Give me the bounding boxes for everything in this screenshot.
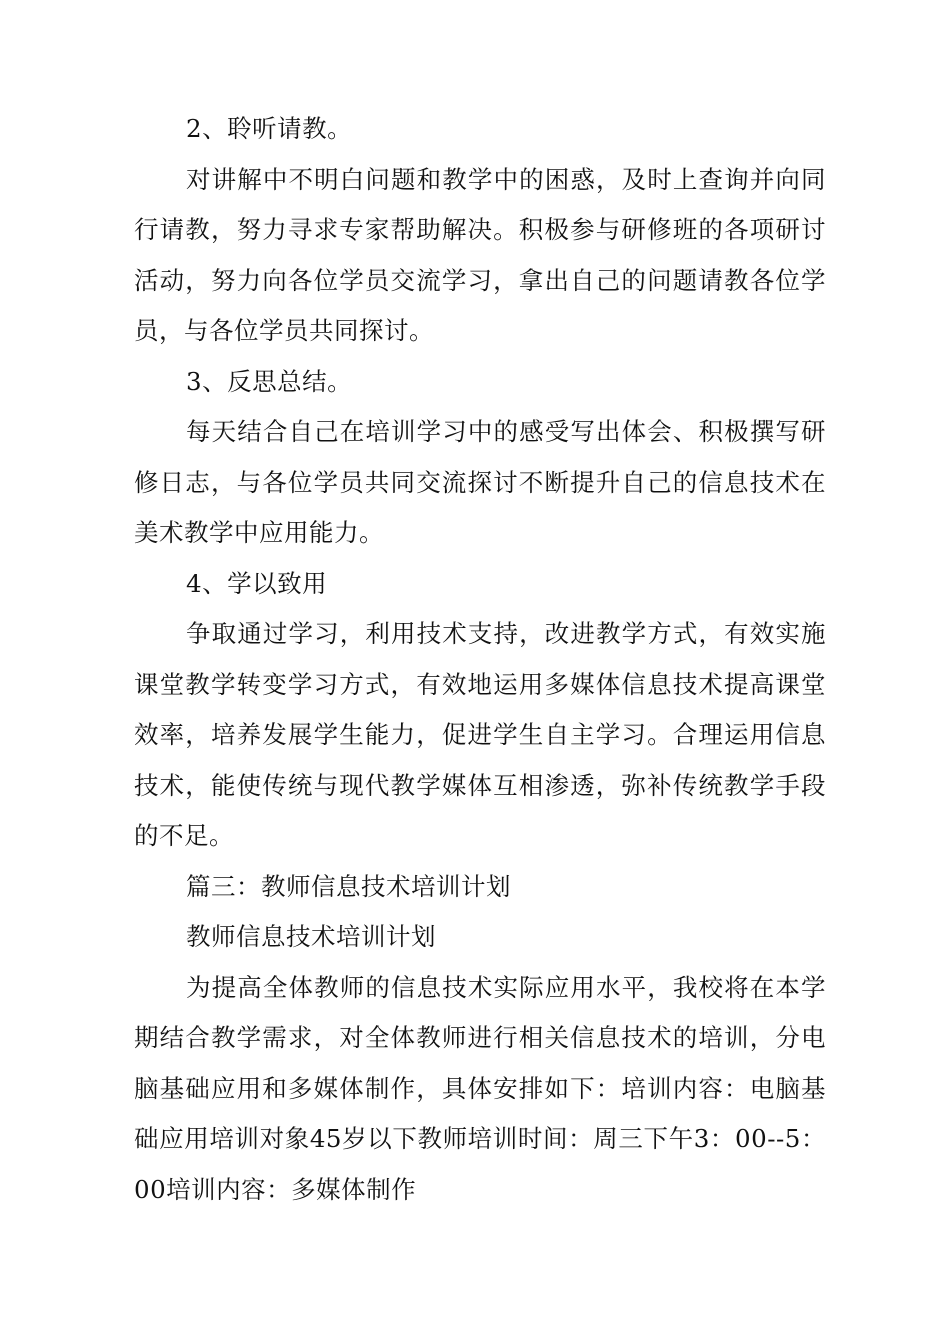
- paragraph-apply-learning: 争取通过学习，利用技术支持，改进教学方式，有效实施课堂教学转变学习方式，有效地运用多媒体信息技术提高课堂效率，培养发展学生能力，促进学生自主学习。合理运用信息技术，能使传统与现代教学媒体互相渗透，弥补传统教学手段的不足。: [134, 619, 826, 850]
- paragraph-listen-consult: 对讲解中不明白问题和教学中的困惑，及时上查询并向同行请教，努力寻求专家帮助解决。积极参与研修班的各项研讨活动，努力向各位学员交流学习，拿出自己的问题请教各位学员，与各位学员共同探讨。: [134, 164, 826, 345]
- paragraph-training-plan: 为提高全体教师的信息技术实际应用水平，我校将在本学期结合教学需求，对全体教师进行相关信息技术的培训，分电脑基础应用和多媒体制作，具体安排如下：培训内容：电脑基础应用培训对象45岁以下教师培训时间：周三下午3：00--5：00培训内容：多媒体制作: [134, 972, 826, 1204]
- section-title-part-three: 篇三：教师信息技术培训计划: [186, 871, 511, 901]
- heading-listen-consult: 2、聆听请教。: [186, 114, 353, 143]
- plan-title: 教师信息技术培训计划: [186, 922, 436, 951]
- heading-apply-learning: 4、学以致用: [186, 568, 328, 598]
- document-page: [134, 104, 826, 1215]
- heading-reflect-summarize: 3、反思总结。: [186, 366, 353, 396]
- paragraph-reflect-summarize: 每天结合自己在培训学习中的感受写出体会、积极撰写研修日志，与各位学员共同交流探讨不断提升自己的信息技术在美术教学中应用能力。: [134, 417, 826, 547]
